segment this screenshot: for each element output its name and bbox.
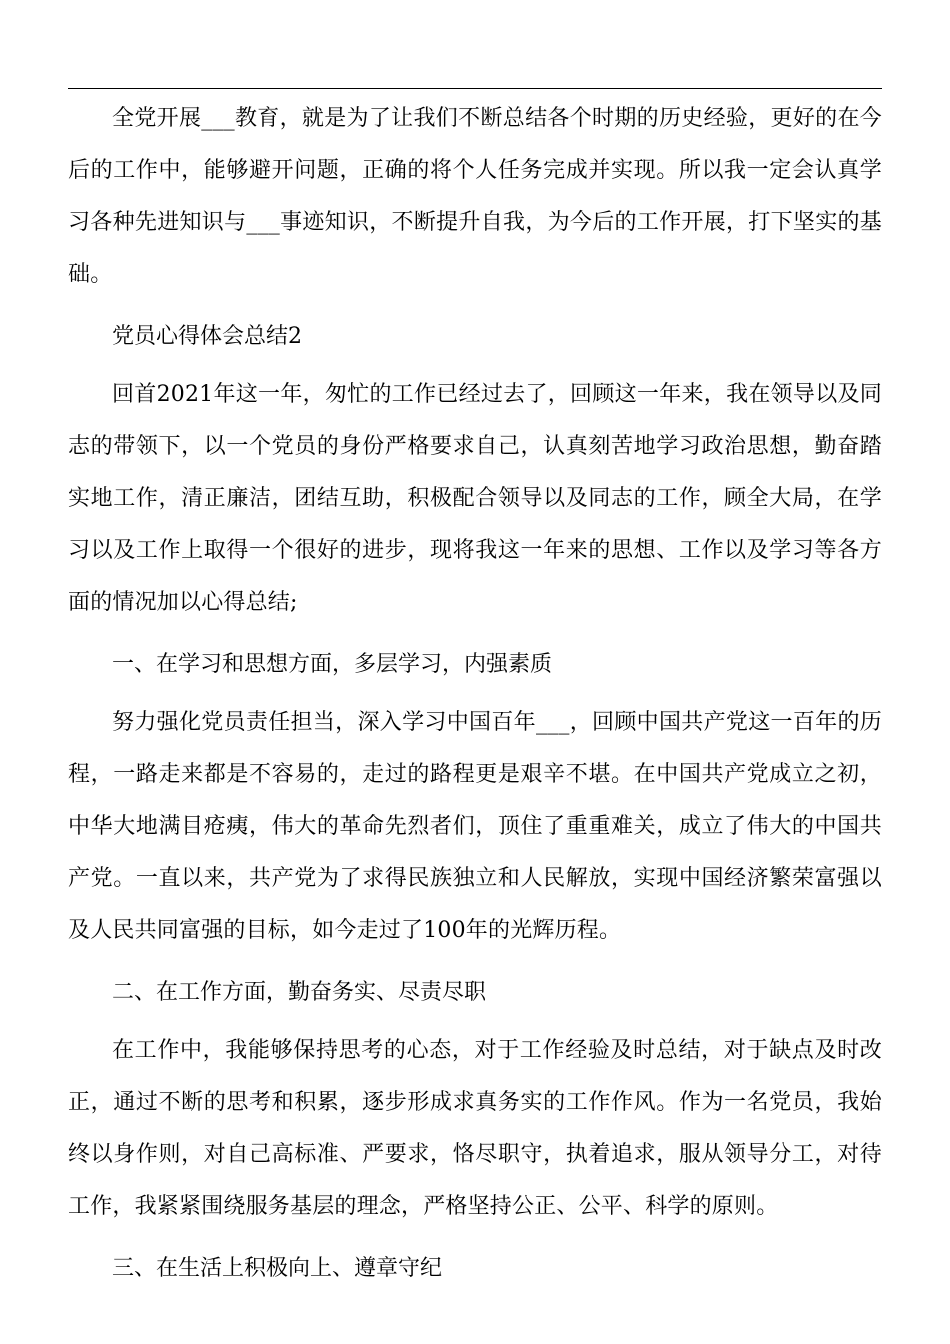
paragraph-review: 回首2021年这一年，匆忙的工作已经过去了，回顾这一年来，我在领导以及同志的带领下，以一个党员的身份严格要求自己，认真刻苦地学习政治思想，勤奋踏实地工作，清正廉洁，团结互助，积极配合领导以及同志的工作，顾全大局，在学习以及工作上取得一个很好的进步，现将我这一年来的思想、工作以及学习等各方面的情况加以心得总结; xyxy=(68,382,882,615)
heading-study: 一、在学习和思想方面，多层学习，内强素质 xyxy=(112,652,553,677)
heading-life: 三、在生活上积极向上、遵章守纪 xyxy=(112,1256,443,1281)
document-page xyxy=(68,0,882,1344)
paragraph-work: 在工作中，我能够保持思考的心态，对于工作经验及时总结，对于缺点及时改正，通过不断的思考和积累，逐步形成求真务实的工作作风。作为一名党员，我始终以身作则，对自己高标准、严要求，恪尽职守，执着追求，服从领导分工，对待工作，我紧紧围绕服务基层的理念，严格坚持公正、公平、科学的原则。 xyxy=(68,1038,882,1219)
document-body xyxy=(68,93,882,1301)
heading-work: 二、在工作方面，勤奋务实、尽责尽职 xyxy=(112,980,487,1005)
section-title: 党员心得体会总结2 xyxy=(112,324,302,349)
paragraph-study: 努力强化党员责任担当，深入学习中国百年___，回顾中国共产党这一百年的历程，一路走来都是不容易的，走过的路程更是艰辛不堪。在中国共产党成立之初，中华大地满目疮痍，伟大的革命先烈者们，顶住了重重难关，成立了伟大的中国共产党。一直以来，共产党为了求得民族独立和人民解放，实现中国经济繁荣富强以及人民共同富强的目标，如今走过了100年的光辉历程。 xyxy=(68,710,882,943)
paragraph-intro: 全党开展___教育，就是为了让我们不断总结各个时期的历史经验，更好的在今后的工作中，能够避开问题，正确的将个人任务完成并实现。所以我一定会认真学习各种先进知识与___事迹知识，不断提升自我，为今后的工作开展，打下坚实的基础。 xyxy=(68,106,882,287)
header-rule xyxy=(68,88,882,89)
